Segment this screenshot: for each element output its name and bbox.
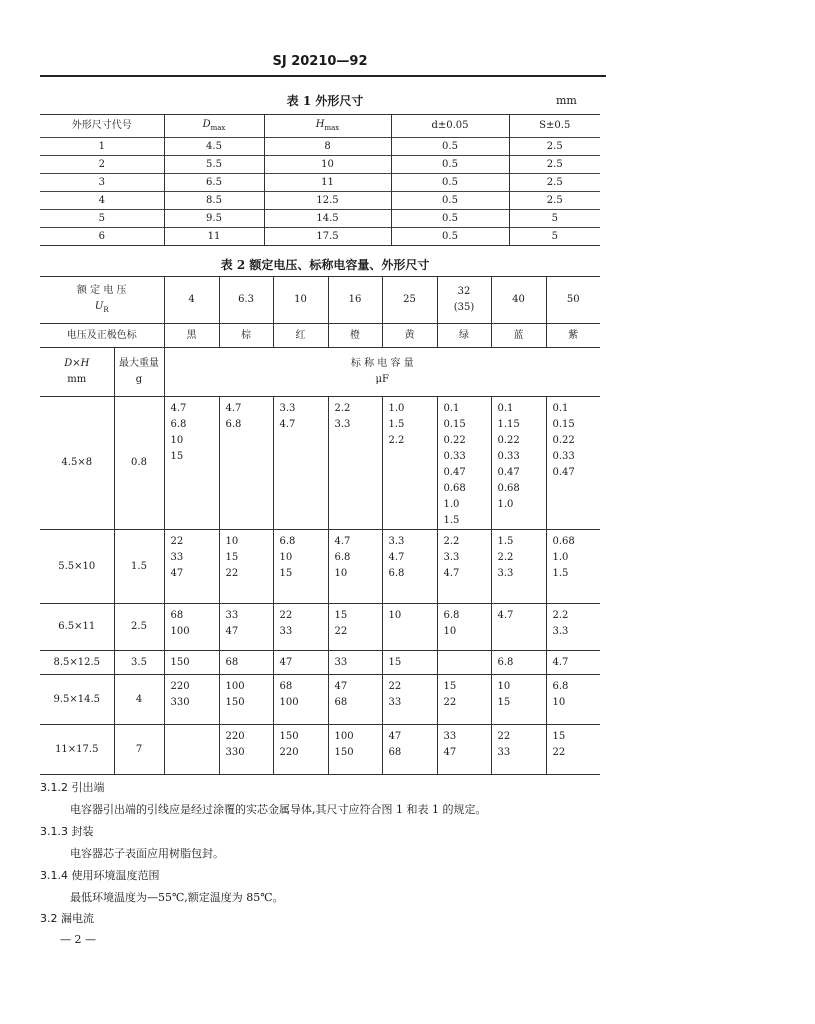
voltage-label: 额 定 电 压 [76,284,127,296]
color-code: 棕 [219,324,273,348]
capacitance-cell: 150 220 [273,725,328,775]
table-row [40,210,600,228]
table2-caption: 表 2 额定电压、标称电容量、外形尺寸 [220,258,430,272]
section-3-1-3-heading: 3.1.3 封装 [40,825,94,838]
table-header-row [40,115,600,138]
section-3-1-4-text: 最低环境温度为—55℃,额定温度为 85℃。 [70,891,284,904]
voltage-value: 10 [273,277,328,324]
table-row [40,156,600,174]
voltage-symbol: $U_R$ [94,300,109,314]
capacitance-cell: 4.7 [491,604,546,651]
section-3-1-4-heading: 3.1.4 使用环境温度范围 [40,869,160,882]
table-cell: 11 [164,228,264,246]
color-code: 绿 [437,324,491,348]
capacitance-header: 标 称 电 容 量 μF [164,348,600,397]
capacitance-cell: 15 22 [437,675,491,725]
table-cell: 2.5 [509,156,600,174]
table-row [40,675,600,725]
capacitance-cell: 220 330 [219,725,273,775]
table-row [40,138,600,156]
weight-cell: 1.5 [114,530,164,604]
table-cell: 5.5 [164,156,264,174]
section-3-2-heading: 3.2 漏电流 [40,912,94,925]
capacitance-cell: 33 47 [219,604,273,651]
capacitance-cell: 0.1 1.15 0.22 0.33 0.47 0.68 1.0 [491,397,546,530]
voltage-value: 40 [491,277,546,324]
weight-cell: 3.5 [114,651,164,675]
table-cell: 2.5 [509,174,600,192]
capacitance-cell: 4.7 6.8 10 15 [164,397,219,530]
table-cell: 5 [40,210,164,228]
table-cell: 4 [40,192,164,210]
voltage-value: 50 [546,277,600,324]
header-dmax: $D_{max}$ [164,115,264,138]
table-cell: 8 [264,138,391,156]
table-row [40,174,600,192]
table-cell: 4.5 [164,138,264,156]
table-cell: 6.5 [164,174,264,192]
capacitance-cell: 0.68 1.0 1.5 [546,530,600,604]
capacitance-cell [164,725,219,775]
color-code: 橙 [328,324,382,348]
capacitance-cell: 47 [273,651,328,675]
table-cell: 2 [40,156,164,174]
capacitance-cell: 6.8 10 [546,675,600,725]
header-hmax: $H_{max}$ [264,115,391,138]
capacitance-cell: 47 68 [328,675,382,725]
color-code: 蓝 [491,324,546,348]
capacitance-cell: 4.7 [546,651,600,675]
capacitance-cell: 47 68 [382,725,437,775]
section-3-1-3-text: 电容器芯子表面应用树脂包封。 [70,847,224,860]
weight-cell: 2.5 [114,604,164,651]
table-cell: 5 [509,210,600,228]
weight-cell: 7 [114,725,164,775]
capacitance-cell: 4.7 6.8 10 [328,530,382,604]
weight-header: 最大重量 g [114,348,164,397]
table-row [40,397,600,530]
table-cell: 0.5 [391,174,509,192]
voltage-value: 6.3 [219,277,273,324]
capacitance-table [40,276,600,775]
table-cell: 0.5 [391,138,509,156]
table-cell: 11 [264,174,391,192]
table-row [40,530,600,604]
table-row [40,192,600,210]
table-cell: 6 [40,228,164,246]
capacitance-cell: 22 33 47 [164,530,219,604]
capacitance-cell: 6.8 10 15 [273,530,328,604]
table-row [40,725,600,775]
color-code: 黄 [382,324,437,348]
capacitance-cell: 2.2 3.3 4.7 [437,530,491,604]
capacitance-cell: 2.2 3.3 [328,397,382,530]
table1-caption: 表 1 外形尺寸 [286,94,364,108]
capacitance-cell: 1.5 2.2 3.3 [491,530,546,604]
capacitance-cell: 68 100 [273,675,328,725]
table-cell: 3 [40,174,164,192]
table-cell: 5 [509,228,600,246]
capacitance-cell: 6.8 10 [437,604,491,651]
table-cell: 0.5 [391,228,509,246]
table-cell: 9.5 [164,210,264,228]
color-code-label: 电压及正极色标 [40,324,164,348]
capacitance-cell: 0.1 0.15 0.22 0.33 0.47 [546,397,600,530]
capacitance-cell: 22 33 [382,675,437,725]
table-row [40,604,600,651]
capacitance-cell: 68 [219,651,273,675]
table-cell: 0.5 [391,210,509,228]
header-d-tolerance: d±0.05 [391,115,509,138]
capacitance-cell: 6.8 [491,651,546,675]
standard-number: SJ 20210—92 [272,54,368,69]
capacitance-header-row [40,348,600,397]
capacitance-cell: 0.1 0.15 0.22 0.33 0.47 0.68 1.0 1.5 [437,397,491,530]
capacitance-cell: 220 330 [164,675,219,725]
capacitance-cell: 10 [382,604,437,651]
capacitance-cell: 3.3 4.7 [273,397,328,530]
table-cell: 10 [264,156,391,174]
size-cell: 5.5×10 [40,530,114,604]
section-3-1-2-heading: 3.1.2 引出端 [40,781,105,794]
header-rule [40,75,606,77]
table1-unit: mm [556,94,577,107]
voltage-row [40,277,600,324]
capacitance-cell: 68 100 [164,604,219,651]
weight-cell: 4 [114,675,164,725]
table-cell: 8.5 [164,192,264,210]
header-code: 外形尺寸代号 [71,120,132,131]
table-cell: 2.5 [509,192,600,210]
capacitance-cell [437,651,491,675]
section-3-1-2-text: 电容器引出端的引线应是经过涂覆的实芯金属导体,其尺寸应符合图 1 和表 1 的规定。 [70,803,487,816]
capacitance-cell: 100 150 [219,675,273,725]
voltage-value: 4 [164,277,219,324]
voltage-label-cell [40,277,164,324]
header-s-tolerance: S±0.5 [509,115,600,138]
table-cell: 0.5 [391,156,509,174]
voltage-value: 16 [328,277,382,324]
size-cell: 4.5×8 [40,397,114,530]
size-cell: 6.5×11 [40,604,114,651]
table-cell: 0.5 [391,192,509,210]
capacitance-cell: 22 33 [491,725,546,775]
page-number: — 2 — [60,933,96,946]
capacitance-cell: 22 33 [273,604,328,651]
table-cell: 14.5 [264,210,391,228]
capacitance-cell: 15 22 [546,725,600,775]
capacitance-cell: 15 [382,651,437,675]
color-code: 紫 [546,324,600,348]
capacitance-cell: 10 15 22 [219,530,273,604]
outline-dimensions-table [40,114,600,246]
table-row [40,228,600,246]
capacitance-cell: 150 [164,651,219,675]
size-cell: 11×17.5 [40,725,114,775]
capacitance-cell: 15 22 [328,604,382,651]
capacitance-cell: 33 47 [437,725,491,775]
voltage-value: 32 (35) [437,277,491,324]
table-cell: 1 [40,138,164,156]
color-code: 黑 [164,324,219,348]
voltage-value: 25 [382,277,437,324]
table-cell: 2.5 [509,138,600,156]
table-row [40,651,600,675]
capacitance-cell: 4.7 6.8 [219,397,273,530]
size-header: D×H mm [40,348,114,397]
color-code-row [40,324,600,348]
size-cell: 9.5×14.5 [40,675,114,725]
capacitance-cell: 2.2 3.3 [546,604,600,651]
capacitance-cell: 33 [328,651,382,675]
table-cell: 12.5 [264,192,391,210]
weight-cell: 0.8 [114,397,164,530]
capacitance-cell: 10 15 [491,675,546,725]
color-code: 红 [273,324,328,348]
capacitance-cell: 3.3 4.7 6.8 [382,530,437,604]
capacitance-cell: 1.0 1.5 2.2 [382,397,437,530]
capacitance-cell: 100 150 [328,725,382,775]
table-cell: 17.5 [264,228,391,246]
size-cell: 8.5×12.5 [40,651,114,675]
